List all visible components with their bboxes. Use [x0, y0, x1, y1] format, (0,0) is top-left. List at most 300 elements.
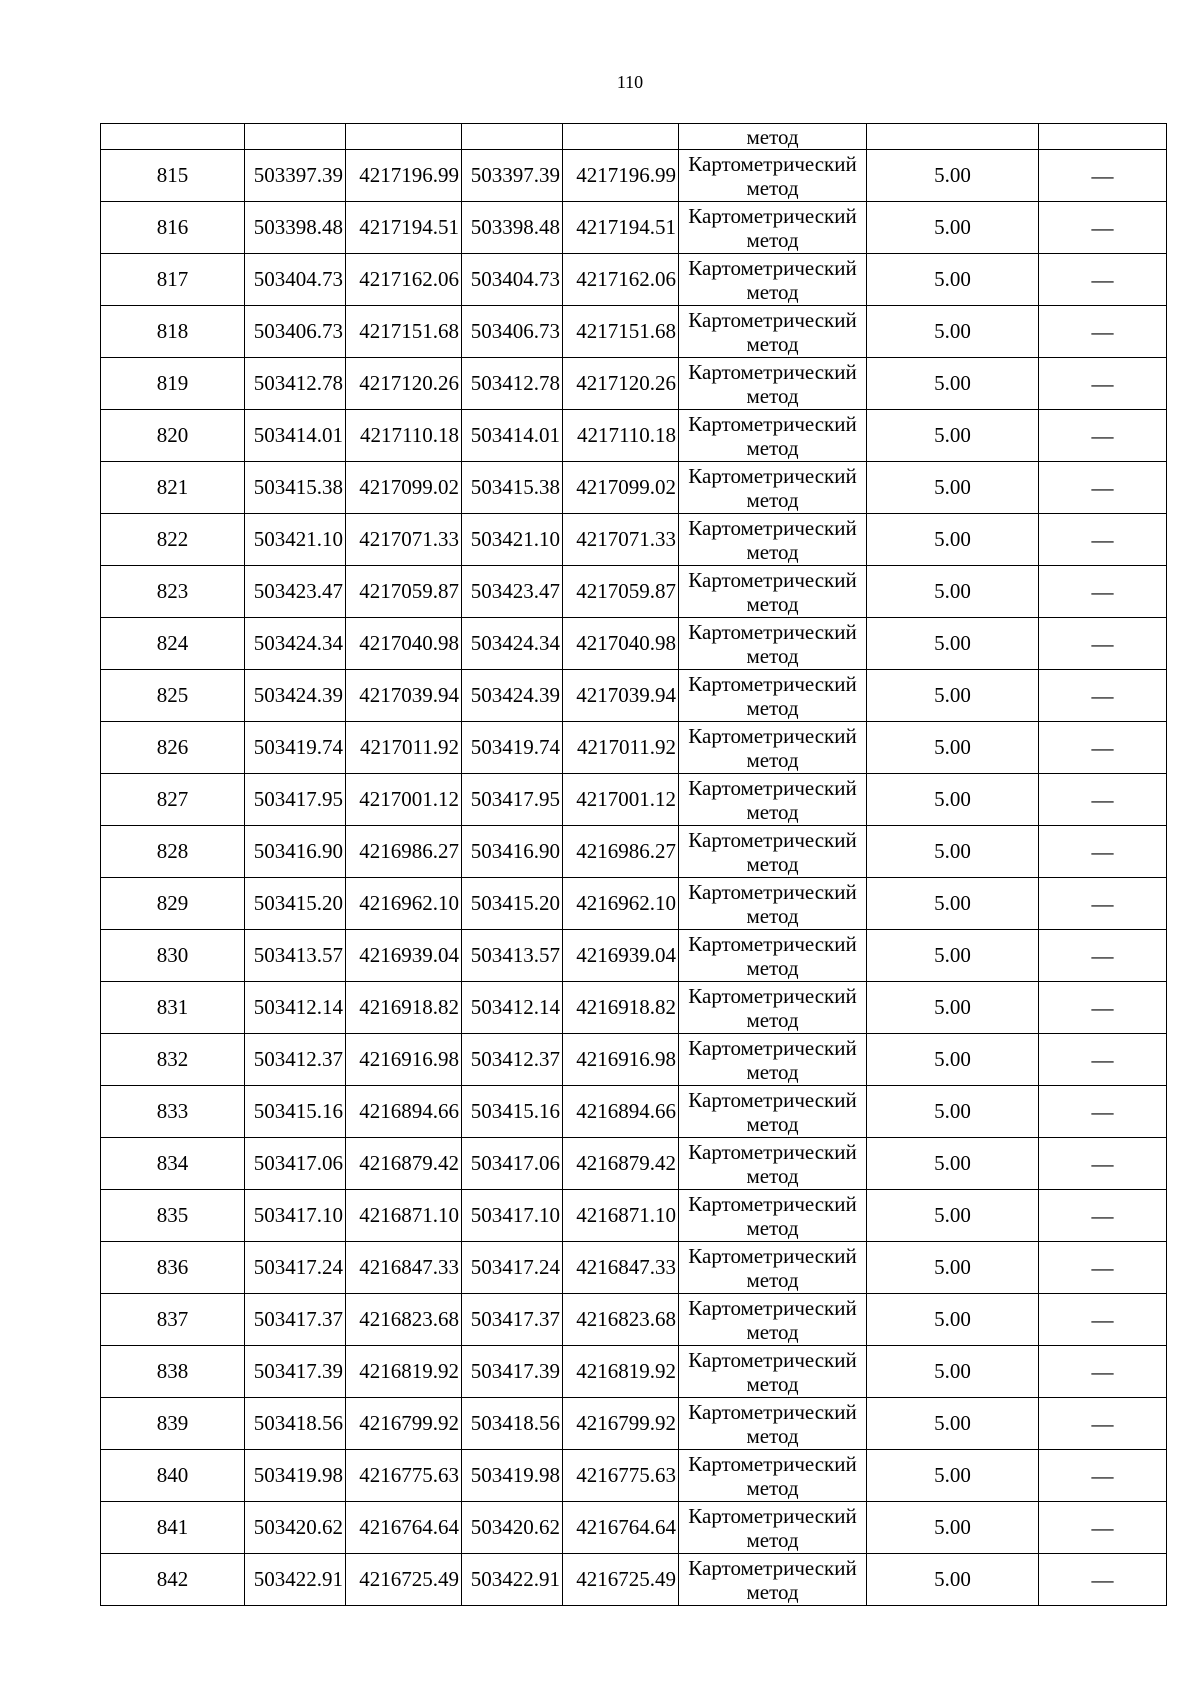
- cell-method: [679, 1398, 867, 1450]
- cell-x1: 503421.10: [245, 514, 346, 566]
- cell-x2: 503404.73: [462, 254, 563, 306]
- method-line-2: метод: [746, 1215, 799, 1240]
- cell-x2: 503424.34: [462, 618, 563, 670]
- cell-accuracy: 5.00: [867, 202, 1039, 254]
- cell-x1: 503406.73: [245, 306, 346, 358]
- cell-note: —: [1039, 566, 1167, 618]
- table-row: [101, 306, 1167, 358]
- cell-accuracy: 5.00: [867, 1398, 1039, 1450]
- cell-x1: 503417.95: [245, 774, 346, 826]
- cell-x2: 503415.38: [462, 462, 563, 514]
- method-line-1: Картометрический: [688, 203, 857, 228]
- cell-note: —: [1039, 1502, 1167, 1554]
- method-line-1: Картометрический: [688, 775, 857, 800]
- cell-accuracy: 5.00: [867, 618, 1039, 670]
- cell-x1: 503404.73: [245, 254, 346, 306]
- method-line-1: Картометрический: [688, 1191, 857, 1216]
- cell-y2: 4217194.51: [563, 202, 679, 254]
- cell-x1: 503419.74: [245, 722, 346, 774]
- cell-y2: 4217196.99: [563, 150, 679, 202]
- cell-id: 818: [101, 306, 245, 358]
- cell-note: —: [1039, 1450, 1167, 1502]
- cell-id: 834: [101, 1138, 245, 1190]
- cell-x2: 503419.74: [462, 722, 563, 774]
- cell-x1: 503412.37: [245, 1034, 346, 1086]
- cell-id: 815: [101, 150, 245, 202]
- cell-method: [679, 670, 867, 722]
- method-line-2: метод: [746, 383, 799, 408]
- method-line-1: Картометрический: [688, 931, 857, 956]
- cell-id: 833: [101, 1086, 245, 1138]
- cell-accuracy: 5.00: [867, 306, 1039, 358]
- cell-accuracy: 5.00: [867, 1346, 1039, 1398]
- cell-id: 816: [101, 202, 245, 254]
- cell-y2: 4216939.04: [563, 930, 679, 982]
- table-row: [101, 410, 1167, 462]
- cell-x1: 503398.48: [245, 202, 346, 254]
- cell-accuracy: 5.00: [867, 254, 1039, 306]
- cell-x2: 503416.90: [462, 826, 563, 878]
- cell-id: 842: [101, 1554, 245, 1606]
- method-line-1: Картометрический: [688, 827, 857, 852]
- cell-id: 828: [101, 826, 245, 878]
- cell-x1: 503412.14: [245, 982, 346, 1034]
- cell-id: 836: [101, 1242, 245, 1294]
- cell-accuracy: 5.00: [867, 1138, 1039, 1190]
- cell-method: [679, 462, 867, 514]
- cell-x2: 503398.48: [462, 202, 563, 254]
- method-line-1: Картометрический: [688, 255, 857, 280]
- cell-x2: 503418.56: [462, 1398, 563, 1450]
- cell-method: [679, 982, 867, 1034]
- cell-y2: 4216764.64: [563, 1502, 679, 1554]
- cell-method: [679, 566, 867, 618]
- table-row: [101, 1502, 1167, 1554]
- method-line-1: Картометрический: [688, 1087, 857, 1112]
- method-line-2: метод: [746, 903, 799, 928]
- cell-x1: 503414.01: [245, 410, 346, 462]
- cell-accuracy: 5.00: [867, 1190, 1039, 1242]
- cell-x1: 503413.57: [245, 930, 346, 982]
- cell-y1: 4216939.04: [346, 930, 462, 982]
- cell-method: [679, 1242, 867, 1294]
- cell-y1: [346, 124, 462, 150]
- method-line-2: метод: [746, 851, 799, 876]
- cell-y2: 4216847.33: [563, 1242, 679, 1294]
- cell-method: [679, 1346, 867, 1398]
- cell-note: —: [1039, 1294, 1167, 1346]
- cell-y1: 4217071.33: [346, 514, 462, 566]
- cell-id: 831: [101, 982, 245, 1034]
- cell-y1: 4217059.87: [346, 566, 462, 618]
- cell-y2: 4217120.26: [563, 358, 679, 410]
- cell-accuracy: 5.00: [867, 774, 1039, 826]
- table-row: [101, 254, 1167, 306]
- method-line-1: Картометрический: [688, 1451, 857, 1476]
- cell-x2: 503413.57: [462, 930, 563, 982]
- cell-id: 822: [101, 514, 245, 566]
- method-line-2: метод: [746, 487, 799, 512]
- method-line-2: метод: [746, 1163, 799, 1188]
- cell-note: —: [1039, 722, 1167, 774]
- cell-note: —: [1039, 410, 1167, 462]
- method-line-1: Картометрический: [688, 515, 857, 540]
- cell-method: [679, 514, 867, 566]
- cell-method: [679, 930, 867, 982]
- cell-note: —: [1039, 514, 1167, 566]
- cell-x1: 503424.34: [245, 618, 346, 670]
- method-line-2: метод: [746, 435, 799, 460]
- cell-x1: 503422.91: [245, 1554, 346, 1606]
- cell-y1: 4216916.98: [346, 1034, 462, 1086]
- method-line-1: Картометрический: [688, 671, 857, 696]
- cell-accuracy: [867, 124, 1039, 150]
- method-line-2: метод: [746, 227, 799, 252]
- cell-y1: 4216799.92: [346, 1398, 462, 1450]
- method-line-2: метод: [746, 175, 799, 200]
- cell-note: —: [1039, 1138, 1167, 1190]
- cell-y2: 4216916.98: [563, 1034, 679, 1086]
- cell-y2: 4217001.12: [563, 774, 679, 826]
- method-line-2: метод: [746, 955, 799, 980]
- cell-y2: 4216799.92: [563, 1398, 679, 1450]
- cell-x2: 503414.01: [462, 410, 563, 462]
- cell-x2: 503406.73: [462, 306, 563, 358]
- cell-y2: 4216871.10: [563, 1190, 679, 1242]
- table-row: [101, 774, 1167, 826]
- cell-accuracy: 5.00: [867, 930, 1039, 982]
- cell-accuracy: 5.00: [867, 1502, 1039, 1554]
- table-row: [101, 618, 1167, 670]
- cell-id: 819: [101, 358, 245, 410]
- cell-x1: 503415.20: [245, 878, 346, 930]
- method-line-2: метод: [746, 1267, 799, 1292]
- cell-note: —: [1039, 306, 1167, 358]
- method-line-1: Картометрический: [688, 567, 857, 592]
- method-line-1: Картометрический: [688, 1347, 857, 1372]
- cell-accuracy: 5.00: [867, 1554, 1039, 1606]
- method-line-1: Картометрический: [688, 983, 857, 1008]
- table-row: [101, 1190, 1167, 1242]
- method-line-1: Картометрический: [688, 1555, 857, 1580]
- method-line-2: метод: [746, 1475, 799, 1500]
- coordinates-table: [100, 123, 1167, 1606]
- cell-method: [679, 826, 867, 878]
- cell-note: —: [1039, 1086, 1167, 1138]
- cell-x2: 503421.10: [462, 514, 563, 566]
- cell-note: —: [1039, 1034, 1167, 1086]
- cell-accuracy: 5.00: [867, 722, 1039, 774]
- cell-id: 835: [101, 1190, 245, 1242]
- method-line-2: метод: [746, 1371, 799, 1396]
- cell-x2: 503422.91: [462, 1554, 563, 1606]
- cell-note: —: [1039, 618, 1167, 670]
- cell-x1: 503417.24: [245, 1242, 346, 1294]
- cell-method: [679, 358, 867, 410]
- method-line-1: Картометрический: [688, 1399, 857, 1424]
- cell-y2: 4217059.87: [563, 566, 679, 618]
- cell-y2: 4217162.06: [563, 254, 679, 306]
- method-line-1: Картометрический: [688, 151, 857, 176]
- cell-accuracy: 5.00: [867, 150, 1039, 202]
- cell-x2: 503419.98: [462, 1450, 563, 1502]
- cell-y2: 4217071.33: [563, 514, 679, 566]
- cell-method: [679, 1294, 867, 1346]
- cell-method: метод: [679, 124, 867, 150]
- method-line-2: метод: [746, 747, 799, 772]
- cell-id: 821: [101, 462, 245, 514]
- cell-y1: 4217110.18: [346, 410, 462, 462]
- cell-accuracy: 5.00: [867, 514, 1039, 566]
- cell-x2: 503417.37: [462, 1294, 563, 1346]
- cell-x2: 503412.37: [462, 1034, 563, 1086]
- cell-id: 830: [101, 930, 245, 982]
- cell-y2: 4217110.18: [563, 410, 679, 462]
- cell-y1: 4216823.68: [346, 1294, 462, 1346]
- method-line-2: метод: [746, 643, 799, 668]
- table-row: [101, 150, 1167, 202]
- cell-y1: 4216918.82: [346, 982, 462, 1034]
- cell-note: —: [1039, 202, 1167, 254]
- cell-x1: 503415.16: [245, 1086, 346, 1138]
- table-row: [101, 1398, 1167, 1450]
- cell-method: [679, 774, 867, 826]
- cell-accuracy: 5.00: [867, 670, 1039, 722]
- cell-x2: 503420.62: [462, 1502, 563, 1554]
- cell-x2: 503412.14: [462, 982, 563, 1034]
- cell-y1: 4216894.66: [346, 1086, 462, 1138]
- method-line-1: Картометрический: [688, 1243, 857, 1268]
- method-line-2: метод: [746, 1527, 799, 1552]
- cell-note: —: [1039, 982, 1167, 1034]
- continued-row: [101, 124, 1167, 150]
- cell-y2: 4216725.49: [563, 1554, 679, 1606]
- cell-x1: 503417.06: [245, 1138, 346, 1190]
- method-line-2: метод: [746, 1111, 799, 1136]
- cell-id: 839: [101, 1398, 245, 1450]
- cell-y1: 4216986.27: [346, 826, 462, 878]
- method-line-1: Картометрический: [688, 307, 857, 332]
- cell-x1: 503397.39: [245, 150, 346, 202]
- cell-note: —: [1039, 826, 1167, 878]
- cell-id: 817: [101, 254, 245, 306]
- cell-method: [679, 1086, 867, 1138]
- cell-y2: 4216894.66: [563, 1086, 679, 1138]
- method-line-2: метод: [746, 1319, 799, 1344]
- cell-y1: 4217099.02: [346, 462, 462, 514]
- cell-id: 823: [101, 566, 245, 618]
- cell-note: —: [1039, 358, 1167, 410]
- table-row: [101, 462, 1167, 514]
- cell-id: [101, 124, 245, 150]
- cell-method: [679, 306, 867, 358]
- cell-x1: 503418.56: [245, 1398, 346, 1450]
- cell-accuracy: 5.00: [867, 1242, 1039, 1294]
- cell-x2: 503397.39: [462, 150, 563, 202]
- method-line-1: Картометрический: [688, 723, 857, 748]
- cell-id: 827: [101, 774, 245, 826]
- method-line-2: метод: [746, 1579, 799, 1604]
- table-row: [101, 1242, 1167, 1294]
- table-row: [101, 1346, 1167, 1398]
- cell-x1: 503412.78: [245, 358, 346, 410]
- cell-y1: 4216764.64: [346, 1502, 462, 1554]
- cell-y1: 4216775.63: [346, 1450, 462, 1502]
- cell-note: —: [1039, 1242, 1167, 1294]
- cell-y2: 4216986.27: [563, 826, 679, 878]
- cell-y1: 4217001.12: [346, 774, 462, 826]
- cell-y2: 4217151.68: [563, 306, 679, 358]
- table-row: [101, 1554, 1167, 1606]
- cell-note: —: [1039, 1190, 1167, 1242]
- method-line-2: метод: [746, 1423, 799, 1448]
- method-line-2: метод: [746, 1059, 799, 1084]
- cell-accuracy: 5.00: [867, 358, 1039, 410]
- cell-y2: 4216819.92: [563, 1346, 679, 1398]
- cell-id: 824: [101, 618, 245, 670]
- cell-note: [1039, 124, 1167, 150]
- cell-x1: 503417.10: [245, 1190, 346, 1242]
- cell-note: —: [1039, 1346, 1167, 1398]
- cell-method: [679, 410, 867, 462]
- table-row: [101, 878, 1167, 930]
- cell-y2: 4216775.63: [563, 1450, 679, 1502]
- cell-method: [679, 722, 867, 774]
- cell-x2: 503417.24: [462, 1242, 563, 1294]
- method-line-2: метод: [746, 1007, 799, 1032]
- cell-x1: 503424.39: [245, 670, 346, 722]
- cell-y1: 4217151.68: [346, 306, 462, 358]
- cell-y1: 4217120.26: [346, 358, 462, 410]
- method-line-1: Картометрический: [688, 1139, 857, 1164]
- cell-y1: 4217039.94: [346, 670, 462, 722]
- table-row: [101, 826, 1167, 878]
- cell-x1: 503416.90: [245, 826, 346, 878]
- method-line-1: Картометрический: [688, 1503, 857, 1528]
- cell-y1: 4217040.98: [346, 618, 462, 670]
- cell-x1: 503420.62: [245, 1502, 346, 1554]
- cell-x2: 503417.10: [462, 1190, 563, 1242]
- table-body: [101, 124, 1167, 1606]
- cell-x1: 503415.38: [245, 462, 346, 514]
- cell-method: [679, 618, 867, 670]
- cell-note: —: [1039, 878, 1167, 930]
- cell-y2: 4217011.92: [563, 722, 679, 774]
- cell-y1: 4216725.49: [346, 1554, 462, 1606]
- cell-y2: 4216918.82: [563, 982, 679, 1034]
- method-line-2: метод: [746, 799, 799, 824]
- cell-x1: 503417.39: [245, 1346, 346, 1398]
- cell-id: 837: [101, 1294, 245, 1346]
- method-line-1: Картометрический: [688, 463, 857, 488]
- cell-method: [679, 1034, 867, 1086]
- cell-method: [679, 1450, 867, 1502]
- cell-y2: 4216823.68: [563, 1294, 679, 1346]
- cell-y1: 4216819.92: [346, 1346, 462, 1398]
- cell-id: 841: [101, 1502, 245, 1554]
- cell-note: —: [1039, 254, 1167, 306]
- cell-note: —: [1039, 1554, 1167, 1606]
- method-line-2: метод: [746, 591, 799, 616]
- cell-method: [679, 1138, 867, 1190]
- method-line-2: метод: [746, 331, 799, 356]
- cell-y2: 4217040.98: [563, 618, 679, 670]
- method-line-1: Картометрический: [688, 359, 857, 384]
- cell-id: 832: [101, 1034, 245, 1086]
- cell-id: 838: [101, 1346, 245, 1398]
- cell-id: 826: [101, 722, 245, 774]
- method-line-2: метод: [746, 539, 799, 564]
- cell-note: —: [1039, 462, 1167, 514]
- table-row: [101, 1034, 1167, 1086]
- method-line-2: метод: [746, 279, 799, 304]
- cell-y1: 4217194.51: [346, 202, 462, 254]
- method-line-1: Картометрический: [688, 1295, 857, 1320]
- cell-x2: 503424.39: [462, 670, 563, 722]
- cell-x2: 503417.06: [462, 1138, 563, 1190]
- cell-method: [679, 1502, 867, 1554]
- cell-x2: 503417.95: [462, 774, 563, 826]
- page-number: 110: [616, 72, 644, 92]
- cell-method: [679, 254, 867, 306]
- method-line-1: Картометрический: [688, 1035, 857, 1060]
- cell-accuracy: 5.00: [867, 1294, 1039, 1346]
- cell-method: [679, 202, 867, 254]
- table-row: [101, 566, 1167, 618]
- cell-y2: [563, 124, 679, 150]
- cell-note: —: [1039, 150, 1167, 202]
- cell-x1: 503423.47: [245, 566, 346, 618]
- cell-y1: 4217011.92: [346, 722, 462, 774]
- cell-x1: 503417.37: [245, 1294, 346, 1346]
- table-row: [101, 670, 1167, 722]
- table-row: [101, 982, 1167, 1034]
- table-row: [101, 358, 1167, 410]
- table-row: [101, 722, 1167, 774]
- cell-method: [679, 1190, 867, 1242]
- cell-note: —: [1039, 774, 1167, 826]
- method-line-1: Картометрический: [688, 411, 857, 436]
- cell-y2: 4217039.94: [563, 670, 679, 722]
- cell-accuracy: 5.00: [867, 878, 1039, 930]
- cell-y1: 4217162.06: [346, 254, 462, 306]
- cell-method: [679, 150, 867, 202]
- method-line-2: метод: [746, 695, 799, 720]
- cell-x2: 503415.16: [462, 1086, 563, 1138]
- cell-y1: 4216879.42: [346, 1138, 462, 1190]
- cell-y2: 4216962.10: [563, 878, 679, 930]
- table-row: [101, 1294, 1167, 1346]
- cell-y2: 4217099.02: [563, 462, 679, 514]
- cell-id: 825: [101, 670, 245, 722]
- cell-accuracy: 5.00: [867, 1450, 1039, 1502]
- table-row: [101, 930, 1167, 982]
- cell-x2: 503412.78: [462, 358, 563, 410]
- cell-accuracy: 5.00: [867, 410, 1039, 462]
- cell-x2: 503415.20: [462, 878, 563, 930]
- cell-y2: 4216879.42: [563, 1138, 679, 1190]
- cell-accuracy: 5.00: [867, 462, 1039, 514]
- cell-accuracy: 5.00: [867, 566, 1039, 618]
- cell-y1: 4216962.10: [346, 878, 462, 930]
- cell-note: —: [1039, 1398, 1167, 1450]
- cell-x2: 503417.39: [462, 1346, 563, 1398]
- cell-accuracy: 5.00: [867, 982, 1039, 1034]
- table-row: [101, 514, 1167, 566]
- cell-method: [679, 1554, 867, 1606]
- cell-id: 829: [101, 878, 245, 930]
- cell-y1: 4216847.33: [346, 1242, 462, 1294]
